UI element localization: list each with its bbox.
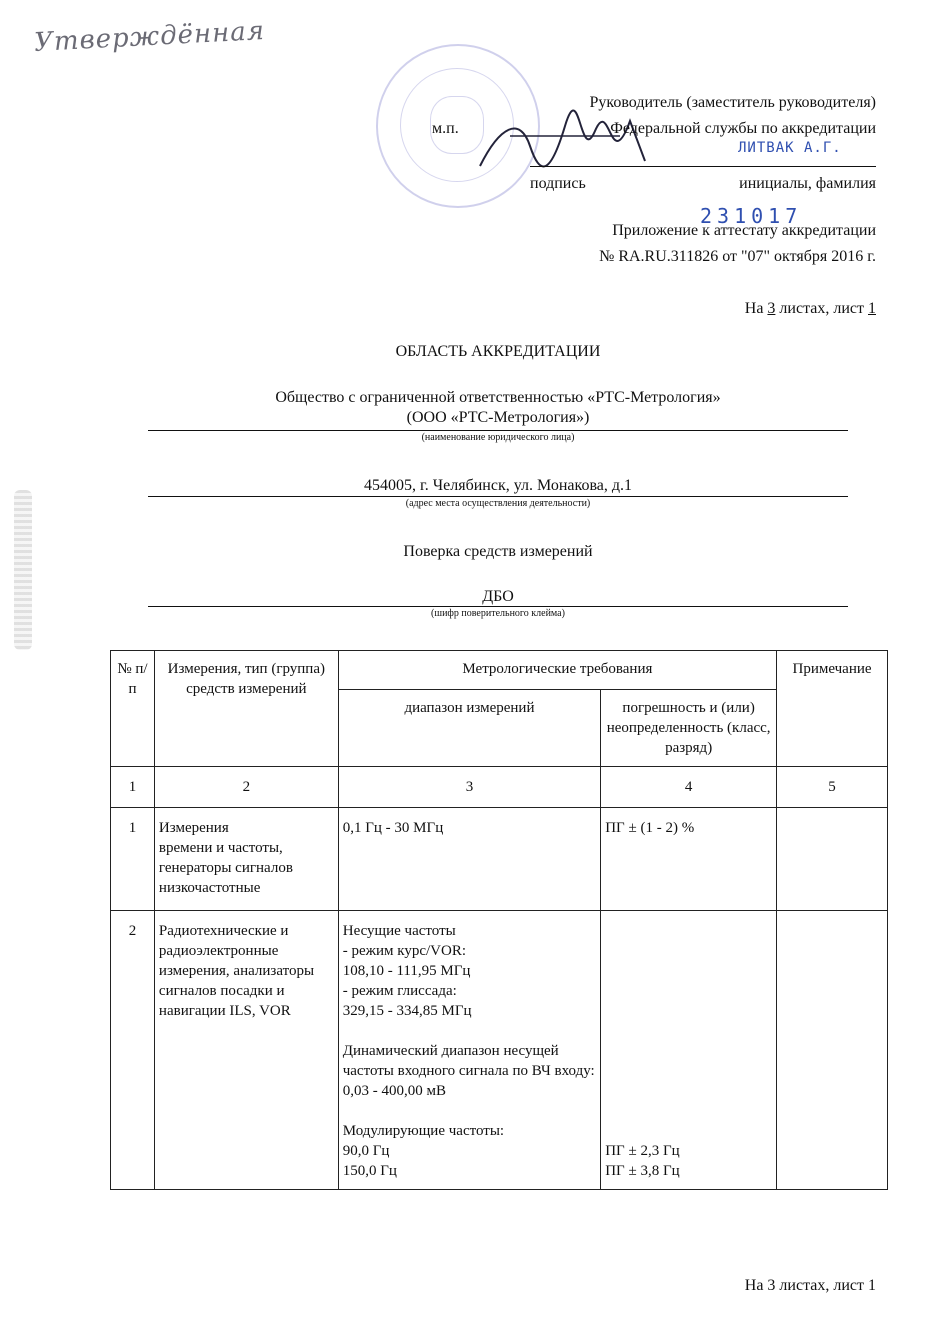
header-note: Примечание: [777, 651, 888, 767]
page-title: ОБЛАСТЬ АККРЕДИТАЦИИ: [395, 343, 601, 360]
sheets-total: 3: [767, 300, 776, 317]
signature-line: [530, 166, 876, 167]
table-row: [111, 911, 888, 1190]
row-num: 2: [111, 911, 155, 1190]
sheets-current: 1: [868, 300, 876, 317]
col-number: 2: [154, 767, 338, 808]
col-number: 4: [601, 767, 777, 808]
sheets-middle: листах, лист: [775, 300, 868, 317]
row-type: Радиотехнические и радиоэлектронные измерения, анализаторы сигналов посадки и навигации ILS, VOR: [154, 911, 338, 1190]
sheets-bottom: На 3 листах, лист 1: [744, 1277, 876, 1294]
table-col-numbers-row: [111, 767, 888, 808]
organization-full-name: Общество с ограниченной ответственностью «РТС-Метрология»: [275, 389, 721, 406]
row-error: ПГ ± 2,3 Гц ПГ ± 3,8 Гц: [601, 911, 777, 1190]
address-value: 454005, г. Челябинск, ул. Монакова, д.1: [363, 477, 633, 494]
address-underline: [148, 496, 848, 497]
table-header-row: [111, 651, 888, 690]
approval-line-2: Федеральной службы по аккредитации: [610, 120, 876, 137]
organization-short-name: (ООО «РТС-Метрология»): [406, 409, 590, 426]
mark-code-caption: (шифр поверительного клейма): [431, 608, 565, 619]
mark-code-underline: [148, 606, 848, 607]
name-caption: инициалы, фамилия: [739, 175, 876, 192]
sheets-top: [745, 300, 876, 318]
col-number: 3: [338, 767, 600, 808]
row-range: Несущие частоты - режим курс/VOR: 108,10 - 111,95 МГц - режим глиссада: 329,15 - 334,85 МГц Динамический диапазон несущей частоты входного сигнала по ВЧ входу: 0,03 - 400,00 мВ Модулирующие частоты: 90,0 Гц 150,0 Гц: [338, 911, 600, 1190]
attachment-line-2: № RA.RU.311826 от "07" октября 2016 г.: [599, 248, 876, 265]
row-error: ПГ ± (1 - 2) %: [601, 808, 777, 911]
col-number: 5: [777, 767, 888, 808]
header-error: погрешность и (или) неопределенность (класс, разряд): [601, 690, 777, 767]
row-note: [777, 808, 888, 911]
stamp-place-label: м.п.: [432, 120, 459, 137]
sheets-prefix: На: [744, 300, 768, 317]
header-range: диапазон измерений: [338, 690, 600, 767]
header-type: Измерения, тип (группа) средств измерений: [154, 651, 338, 767]
row-type: Измерения времени и частоты, генераторы сигналов низкочастотные: [154, 808, 338, 911]
row-range: 0,1 Гц - 30 МГц: [338, 808, 600, 911]
handwritten-note: Утверждённая: [33, 15, 266, 59]
signature-caption: подпись: [530, 175, 586, 192]
organization-caption: (наименование юридического лица): [421, 432, 575, 443]
row-num: 1: [111, 808, 155, 911]
header-num: № п/п: [111, 651, 155, 767]
accreditation-table: [110, 650, 888, 1190]
binding-thread: [14, 490, 32, 650]
col-number: 1: [111, 767, 155, 808]
signature: [470, 106, 670, 186]
activity-type: Поверка средств измерений: [403, 543, 593, 560]
organization-underline: [148, 430, 848, 431]
mark-code-value: ДБО: [482, 588, 514, 605]
table-row: [111, 808, 888, 911]
attachment-line-1: Приложение к аттестату аккредитации: [612, 222, 876, 239]
name-stamp: ЛИТВАК А.Г.: [738, 140, 842, 156]
header-metro: Метрологические требования: [338, 651, 776, 690]
approval-line-1: Руководитель (заместитель руководителя): [589, 94, 876, 111]
row-note: [777, 911, 888, 1190]
date-stamp: 231017: [700, 204, 803, 228]
address-caption: (адрес места осуществления деятельности): [405, 498, 591, 509]
